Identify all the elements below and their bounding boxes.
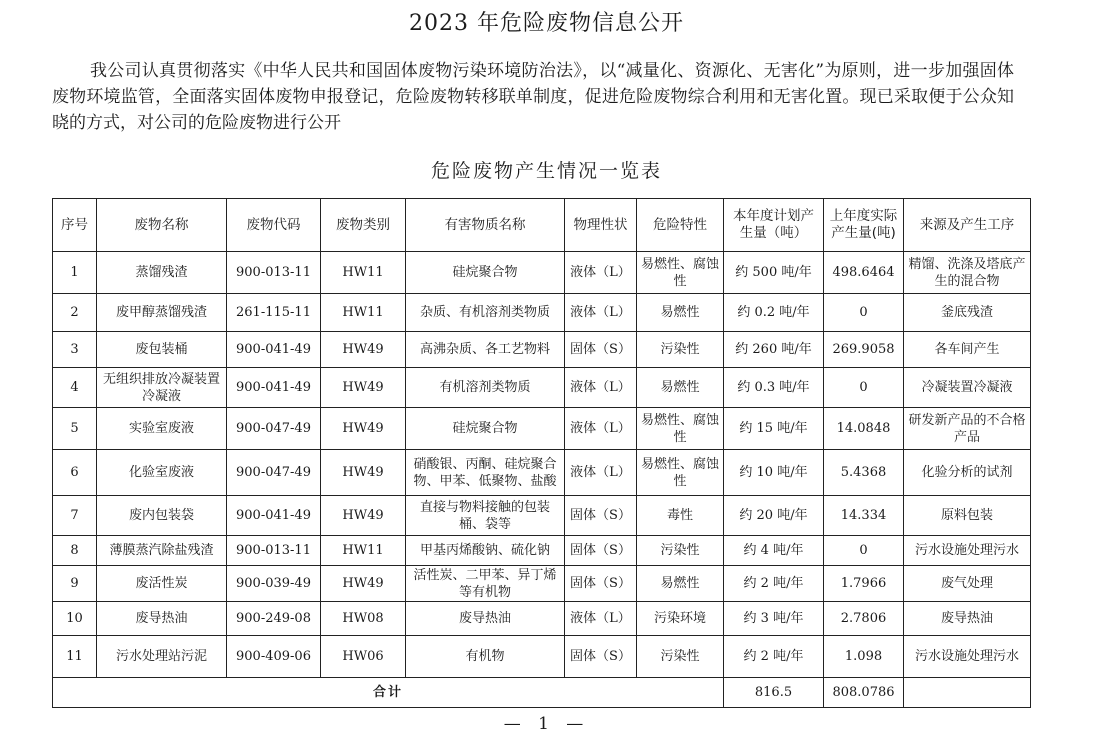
cell-planned-amount: 约 10 吨/年	[724, 450, 824, 496]
cell-physical-state: 固体（S）	[565, 636, 637, 678]
cell-physical-state: 固体（S）	[565, 496, 637, 536]
cell-hazardous-substance: 杂质、有机溶剂类物质	[406, 294, 565, 332]
table-row	[53, 566, 1031, 602]
cell-source-process: 冷凝装置冷凝液	[904, 368, 1031, 408]
cell-hazardous-substance: 有机物	[406, 636, 565, 678]
header-hazardous-substance: 有害物质名称	[406, 199, 565, 252]
cell-hazard-property: 易燃性、腐蚀性	[637, 408, 724, 450]
cell-planned-amount: 约 260 吨/年	[724, 332, 824, 368]
header-no: 序号	[53, 199, 97, 252]
cell-planned-amount: 约 4 吨/年	[724, 536, 824, 566]
cell-physical-state: 固体（S）	[565, 566, 637, 602]
cell-waste-category: HW49	[321, 566, 406, 602]
cell-hazardous-substance: 废导热油	[406, 602, 565, 636]
cell-no: 2	[53, 294, 97, 332]
cell-waste-code: 900-041-49	[227, 496, 321, 536]
cell-planned-amount: 约 15 吨/年	[724, 408, 824, 450]
cell-hazard-property: 易燃性	[637, 566, 724, 602]
cell-no: 11	[53, 636, 97, 678]
cell-no: 6	[53, 450, 97, 496]
cell-source-process: 原料包装	[904, 496, 1031, 536]
cell-source-process: 各车间产生	[904, 332, 1031, 368]
page-number: — 1 —	[503, 714, 590, 734]
cell-source-process: 化验分析的试剂	[904, 450, 1031, 496]
intro-paragraph: 我公司认真贯彻落实《中华人民共和国固体废物污染环境防治法》，以“减量化、资源化、无害化”为原则，进一步加强固体废物环境监管，全面落实固体废物申报登记，危险废物转移联单制度，促进危险废物综合利用和无害化置。现已采取便于公众知晓的方式，对公司的危险废物进行公开	[52, 61, 1014, 133]
cell-waste-name: 实验室废液	[97, 408, 227, 450]
cell-waste-category: HW08	[321, 602, 406, 636]
cell-waste-category: HW49	[321, 408, 406, 450]
cell-physical-state: 固体（S）	[565, 332, 637, 368]
cell-waste-category: HW49	[321, 496, 406, 536]
cell-source-process: 废导热油	[904, 602, 1031, 636]
cell-hazard-property: 易燃性、腐蚀性	[637, 450, 724, 496]
cell-hazardous-substance: 活性炭、二甲苯、异丁烯等有机物	[406, 566, 565, 602]
cell-waste-name: 废导热油	[97, 602, 227, 636]
cell-no: 8	[53, 536, 97, 566]
table-row	[53, 408, 1031, 450]
cell-hazardous-substance: 有机溶剂类物质	[406, 368, 565, 408]
header-waste-name: 废物名称	[97, 199, 227, 252]
cell-waste-category: HW11	[321, 252, 406, 294]
cell-physical-state: 液体（L）	[565, 294, 637, 332]
cell-hazard-property: 易燃性、腐蚀性	[637, 252, 724, 294]
cell-actual-amount: 1.098	[824, 636, 904, 678]
cell-actual-amount: 0	[824, 536, 904, 566]
cell-waste-code: 900-249-08	[227, 602, 321, 636]
cell-hazard-property: 污染环境	[637, 602, 724, 636]
cell-waste-name: 废甲醇蒸馏残渣	[97, 294, 227, 332]
cell-waste-category: HW06	[321, 636, 406, 678]
cell-source-process: 废气处理	[904, 566, 1031, 602]
cell-physical-state: 液体（L）	[565, 408, 637, 450]
cell-actual-amount: 14.334	[824, 496, 904, 536]
cell-physical-state: 液体（L）	[565, 450, 637, 496]
cell-hazard-property: 污染性	[637, 636, 724, 678]
cell-waste-code: 900-047-49	[227, 450, 321, 496]
cell-actual-amount: 269.9058	[824, 332, 904, 368]
cell-source-process: 釜底残渣	[904, 294, 1031, 332]
cell-no: 7	[53, 496, 97, 536]
cell-hazard-property: 易燃性	[637, 294, 724, 332]
table-header-row	[53, 199, 1031, 252]
cell-waste-category: HW11	[321, 294, 406, 332]
cell-source-process: 污水设施处理污水	[904, 536, 1031, 566]
cell-physical-state: 液体（L）	[565, 368, 637, 408]
table-row	[53, 536, 1031, 566]
table-title: 危险废物产生情况一览表	[430, 160, 662, 182]
cell-source-process: 污水设施处理污水	[904, 636, 1031, 678]
cell-waste-name: 蒸馏残渣	[97, 252, 227, 294]
table-row	[53, 368, 1031, 408]
cell-waste-category: HW49	[321, 332, 406, 368]
cell-waste-category: HW11	[321, 536, 406, 566]
cell-waste-name: 污水处理站污泥	[97, 636, 227, 678]
table-total-row	[53, 678, 1031, 708]
cell-no: 4	[53, 368, 97, 408]
cell-no: 5	[53, 408, 97, 450]
total-planned: 816.5	[724, 678, 824, 708]
hazardous-waste-table	[52, 198, 1031, 708]
cell-no: 9	[53, 566, 97, 602]
header-source-process: 来源及产生工序	[904, 199, 1031, 252]
cell-physical-state: 液体（L）	[565, 252, 637, 294]
header-actual-amount: 上年度实际产生量(吨)	[824, 199, 904, 252]
cell-physical-state: 液体（L）	[565, 602, 637, 636]
cell-waste-name: 无组织排放冷凝装置冷凝液	[97, 368, 227, 408]
cell-no: 10	[53, 602, 97, 636]
cell-actual-amount: 5.4368	[824, 450, 904, 496]
cell-hazardous-substance: 甲基丙烯酸钠、硫化钠	[406, 536, 565, 566]
cell-waste-code: 900-013-11	[227, 536, 321, 566]
cell-actual-amount: 498.6464	[824, 252, 904, 294]
cell-source-process: 研发新产品的不合格产品	[904, 408, 1031, 450]
table-row	[53, 496, 1031, 536]
table-row	[53, 450, 1031, 496]
cell-actual-amount: 14.0848	[824, 408, 904, 450]
cell-waste-code: 900-013-11	[227, 252, 321, 294]
table-row	[53, 602, 1031, 636]
cell-source-process: 精馏、洗涤及塔底产生的混合物	[904, 252, 1031, 294]
cell-waste-category: HW49	[321, 368, 406, 408]
cell-waste-code: 900-039-49	[227, 566, 321, 602]
cell-planned-amount: 约 2 吨/年	[724, 636, 824, 678]
cell-waste-category: HW49	[321, 450, 406, 496]
cell-physical-state: 固体（S）	[565, 536, 637, 566]
cell-waste-code: 900-047-49	[227, 408, 321, 450]
cell-hazardous-substance: 高沸杂质、各工艺物料	[406, 332, 565, 368]
cell-waste-name: 废活性炭	[97, 566, 227, 602]
cell-waste-name: 化验室废液	[97, 450, 227, 496]
cell-waste-code: 900-041-49	[227, 332, 321, 368]
table-row	[53, 252, 1031, 294]
cell-hazardous-substance: 硅烷聚合物	[406, 408, 565, 450]
total-source	[904, 678, 1031, 708]
cell-actual-amount: 1.7966	[824, 566, 904, 602]
cell-actual-amount: 0	[824, 368, 904, 408]
cell-no: 3	[53, 332, 97, 368]
header-hazard-property: 危险特性	[637, 199, 724, 252]
total-label: 合计	[53, 678, 724, 708]
cell-hazard-property: 污染性	[637, 536, 724, 566]
cell-waste-name: 薄膜蒸汽除盐残渣	[97, 536, 227, 566]
table-row	[53, 294, 1031, 332]
cell-waste-name: 废包装桶	[97, 332, 227, 368]
cell-hazardous-substance: 硅烷聚合物	[406, 252, 565, 294]
cell-planned-amount: 约 3 吨/年	[724, 602, 824, 636]
header-planned-amount: 本年度计划产生量（吨）	[724, 199, 824, 252]
header-waste-code: 废物代码	[227, 199, 321, 252]
document-title: 2023 年危险废物信息公开	[409, 11, 684, 36]
cell-planned-amount: 约 20 吨/年	[724, 496, 824, 536]
cell-planned-amount: 约 2 吨/年	[724, 566, 824, 602]
cell-waste-code: 900-041-49	[227, 368, 321, 408]
cell-waste-code: 261-115-11	[227, 294, 321, 332]
cell-no: 1	[53, 252, 97, 294]
header-physical-state: 物理性状	[565, 199, 637, 252]
cell-actual-amount: 2.7806	[824, 602, 904, 636]
cell-hazardous-substance: 直接与物料接触的包装桶、袋等	[406, 496, 565, 536]
cell-hazard-property: 污染性	[637, 332, 724, 368]
cell-hazardous-substance: 硝酸银、丙酮、硅烷聚合物、甲苯、低聚物、盐酸	[406, 450, 565, 496]
table-row	[53, 332, 1031, 368]
cell-waste-code: 900-409-06	[227, 636, 321, 678]
cell-planned-amount: 约 500 吨/年	[724, 252, 824, 294]
total-actual: 808.0786	[824, 678, 904, 708]
cell-waste-name: 废内包装袋	[97, 496, 227, 536]
cell-planned-amount: 约 0.3 吨/年	[724, 368, 824, 408]
table-row	[53, 636, 1031, 678]
cell-planned-amount: 约 0.2 吨/年	[724, 294, 824, 332]
cell-hazard-property: 毒性	[637, 496, 724, 536]
cell-hazard-property: 易燃性	[637, 368, 724, 408]
cell-actual-amount: 0	[824, 294, 904, 332]
header-waste-category: 废物类别	[321, 199, 406, 252]
